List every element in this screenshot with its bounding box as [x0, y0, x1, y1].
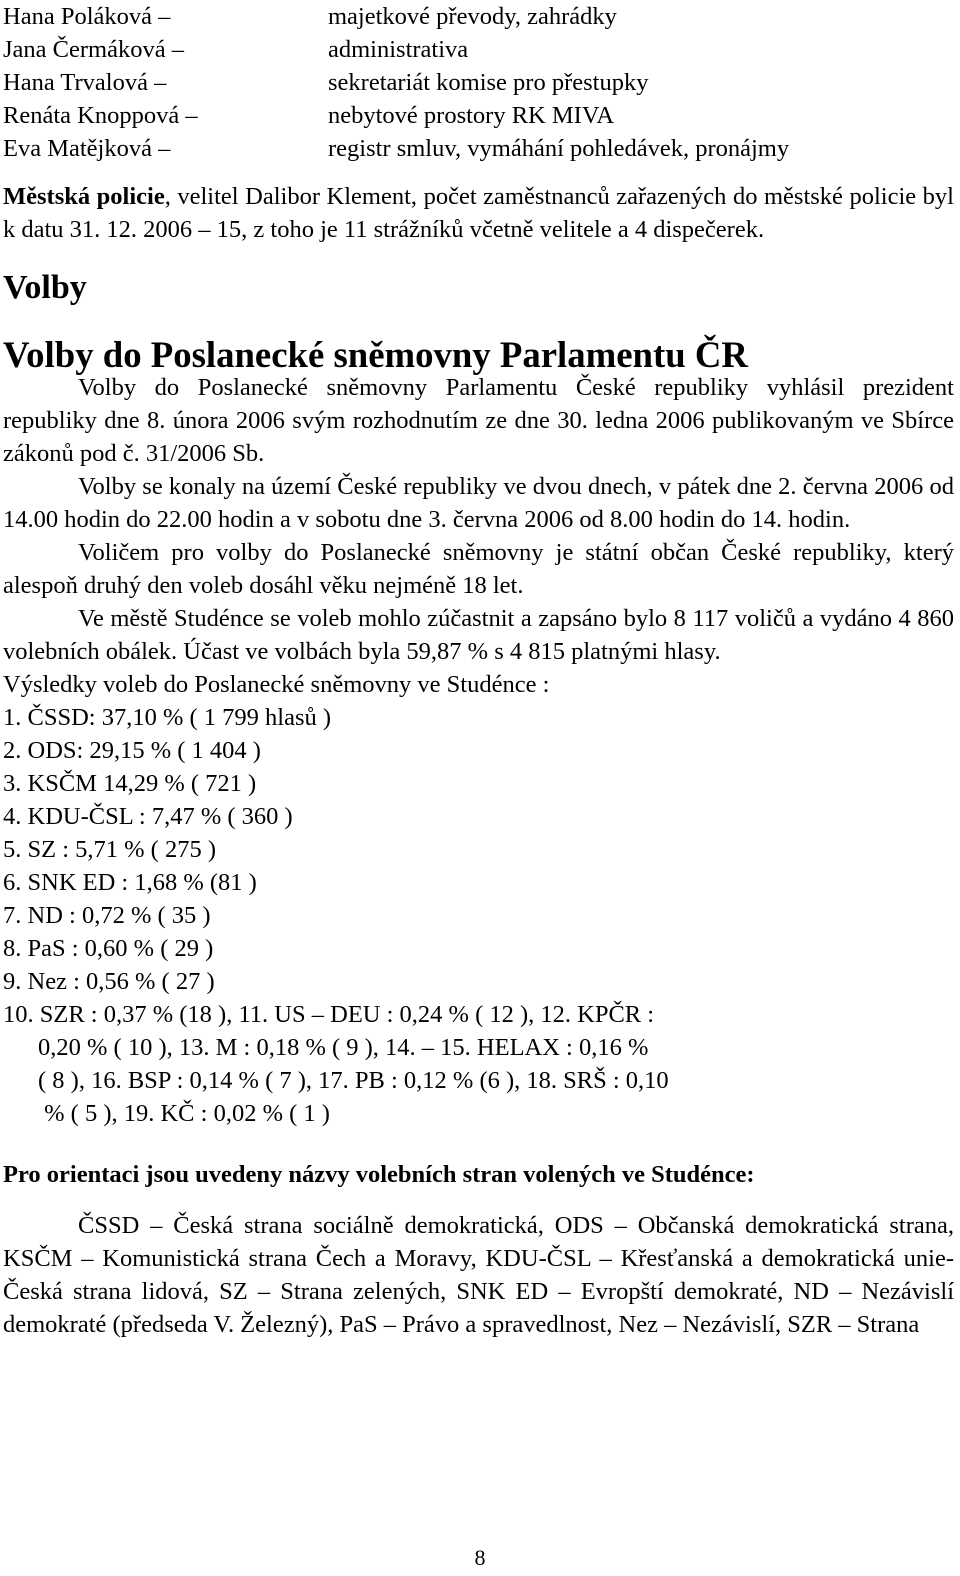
staff-role: sekretariát komise pro přestupky — [328, 69, 649, 96]
paragraph-voter: Voličem pro volby do Poslanecké sněmovny je státní občan České republiky, který alespoň druhý den voleb dosáhl věku nejméně 18 let. — [3, 539, 954, 599]
result-item: 5. SZ : 5,71 % ( 275 ) — [3, 836, 216, 863]
results-title: Výsledky voleb do Poslanecké sněmovny ve Studénce : — [3, 671, 550, 698]
results-list — [3, 701, 954, 998]
result-item: 1. ČSSD: 37,10 % ( 1 799 hlasů ) — [3, 704, 332, 731]
paragraph-turnout: Ve městě Studénce se voleb mohlo zúčastnit a zapsáno bylo 8 117 voličů a vydáno 4 860 volebních obálek. Účast ve volbách byla 59,87 % s 4 815 platnými hlasy. — [3, 605, 954, 665]
results-tail-line: 10. SZR : 0,37 % (18 ), 11. US – DEU : 0,24 % ( 12 ), 12. KPČR : — [3, 1001, 655, 1028]
results-tail — [3, 998, 954, 1130]
page-number: 8 — [474, 1545, 486, 1570]
subheading: Volby do Poslanecké sněmovny Parlamentu ČR — [3, 334, 748, 375]
result-item: 9. Nez : 0,56 % ( 27 ) — [3, 968, 215, 995]
orientation-title: Pro orientaci jsou uvedeny názvy volebních stran volených ve Studénce: — [3, 1161, 755, 1188]
result-item: 6. SNK ED : 1,68 % (81 ) — [3, 869, 257, 896]
section-heading: Volby — [3, 269, 87, 306]
staff-row — [3, 0, 954, 33]
result-item: 7. ND : 0,72 % ( 35 ) — [3, 902, 211, 929]
result-item: 4. KDU-ČSL : 7,47 % ( 360 ) — [3, 803, 293, 830]
paragraph-dates: Volby se konaly na území České republiky ve dvou dnech, v pátek dne 2. června 2006 od 14.00 hodin do 22.00 hodin a v sobotu dne 3. června 2006 od 8.00 hodin do 14. hodin. — [3, 473, 954, 533]
staff-role: administrativa — [328, 36, 469, 63]
document-page — [3, 0, 954, 1341]
results-tail-line: % ( 5 ), 19. KČ : 0,02 % ( 1 ) — [38, 1100, 330, 1127]
staff-role: nebytové prostory RK MIVA — [328, 102, 615, 129]
result-item: 2. ODS: 29,15 % ( 1 404 ) — [3, 737, 261, 764]
staff-role: registr smluv, vymáhání pohledávek, pronájmy — [328, 135, 790, 162]
staff-name: Hana Poláková – — [3, 3, 171, 30]
police-text: , velitel Dalibor Klement, počet zaměstnanců zařazených do městské policie byl k datu 31. 12. 2006 – 15, z toho je 11 strážníků včetně velitele a 4 dispečerek. — [3, 183, 954, 243]
results-tail-line: ( 8 ), 16. BSP : 0,14 % ( 7 ), 17. PB : 0,12 % (6 ), 18. SRŠ : 0,10 — [38, 1067, 669, 1094]
staff-row — [3, 33, 954, 66]
staff-name: Hana Trvalová – — [3, 69, 167, 96]
staff-list — [3, 0, 954, 165]
staff-name: Eva Matějková – — [3, 135, 171, 162]
result-item: 8. PaS : 0,60 % ( 29 ) — [3, 935, 214, 962]
staff-name: Renáta Knoppová – — [3, 102, 198, 129]
staff-row — [3, 132, 954, 165]
results-tail-line: 0,20 % ( 10 ), 13. M : 0,18 % ( 9 ), 14. – 15. HELAX : 0,16 % — [38, 1034, 649, 1061]
staff-role: majetkové převody, zahrádky — [328, 3, 617, 30]
police-paragraph — [3, 180, 954, 246]
orientation-text: ČSSD – Česká strana sociálně demokratická, ODS – Občanská demokratická strana, KSČM – Komunistická strana Čech a Moravy, KDU-ČSL – Křesťanská a demokratická unie-Česká strana lidová, SZ – Strana zelených, SNK ED – Evropští demokraté, ND – Nezávislí demokraté (předseda V. Železný), PaS – Právo a spravedlnost, Nez – Nezávislí, SZR – Strana — [3, 1212, 954, 1338]
result-item: 3. KSČM 14,29 % ( 721 ) — [3, 770, 257, 797]
staff-row — [3, 66, 954, 99]
police-title: Městská policie — [3, 183, 165, 210]
paragraph-announcement: Volby do Poslanecké sněmovny Parlamentu České republiky vyhlásil prezident republiky dne 8. února 2006 svým rozhodnutím ze dne 30. ledna 2006 publikovaným ve Sbírce zákonů pod č. 31/2006 Sb. — [3, 374, 954, 467]
staff-name: Jana Čermáková – — [3, 36, 184, 63]
staff-row — [3, 99, 954, 132]
